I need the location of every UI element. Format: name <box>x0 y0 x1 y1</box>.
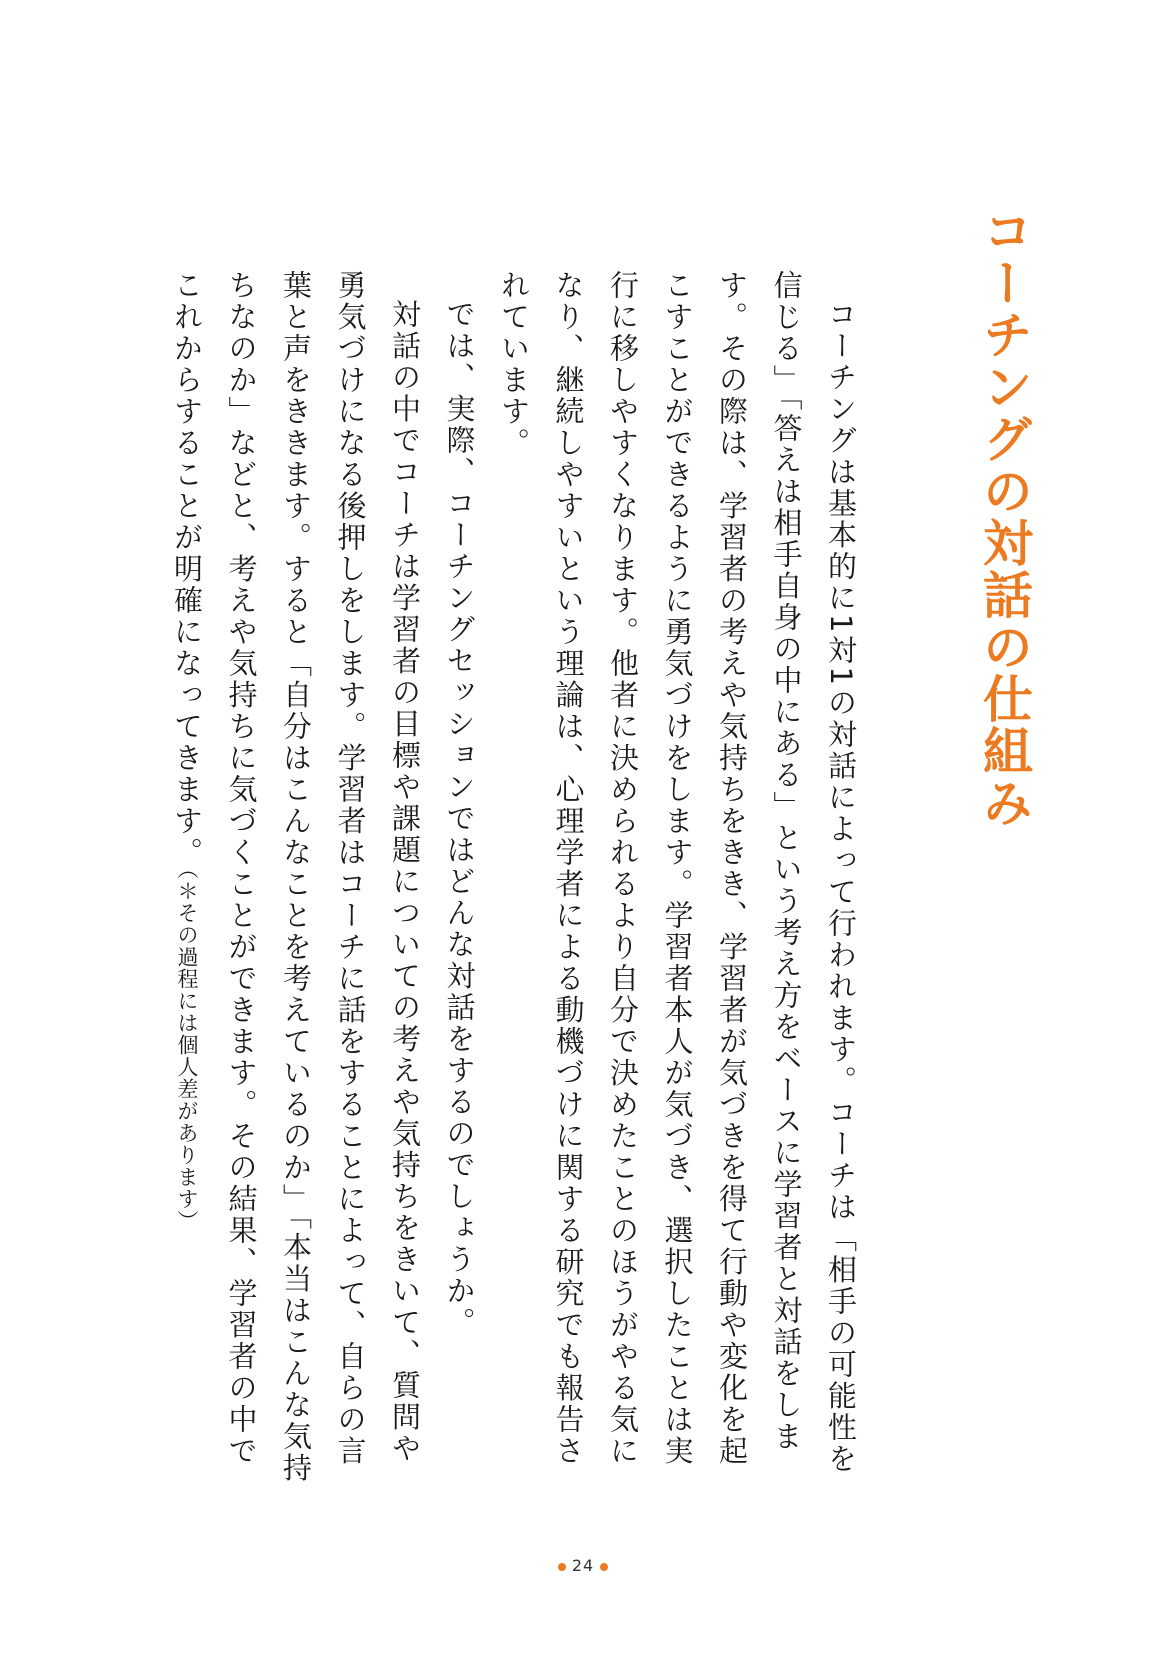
footnote: （＊その過程には個人差があります） <box>175 868 199 1232</box>
paragraph-3-text: 対話の中でコーチは学習者の目標や課題についての考えや気持ちをきいて、質問や勇気づけになる後押しをします。学習者はコーチに話をすることによって、自らの言葉と声をききます。すると「自分はこんなことを考えているのか」「本当はこんな気持ちなのか」などと、考えや気持ちに気づくことができます。その結果、学習者の中でこれからすることが明確になってきます。 <box>170 270 422 1484</box>
dot-right-icon <box>600 1563 608 1571</box>
page-folio <box>0 1556 1166 1575</box>
page-number: 24 <box>571 1556 595 1575</box>
paragraph-1: コーチングは基本的に1対1の対話によって行われます。コーチは「相手の可能性を信じる」「答えは相手自身の中にある」という考え方をベースに学習者と対話をします。その際は、学習者の考えや気持ちをきき、学習者が気づきを得て行動や変化を起こすことができるように勇気づけをします。学習者本人が気づき、選択したことは実行に移しやすくなります。他者に決められるより自分で決めたことのほうがやる気になり、継続しやすいという理論は、心理学者による動機づけに関する研究でも報告されています。 <box>497 270 858 1475</box>
page-title: コーチングの対話の仕組み <box>975 205 1033 829</box>
body-text <box>170 270 868 1490</box>
paragraph-2: では、実際、コーチングセッションではどんな対話をするのでしょうか。 <box>442 299 477 1339</box>
paragraph-3 <box>160 270 433 1490</box>
dot-left-icon <box>558 1563 566 1571</box>
